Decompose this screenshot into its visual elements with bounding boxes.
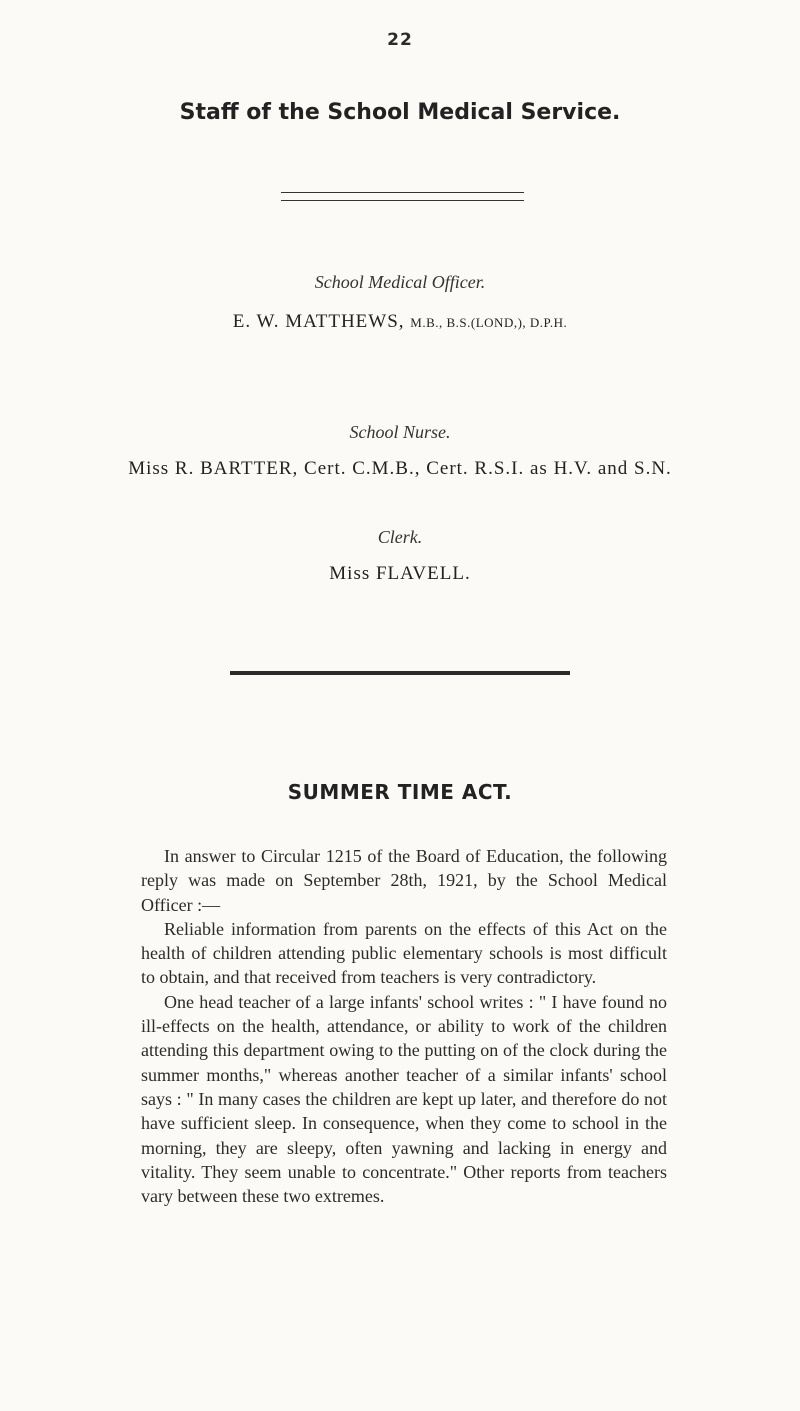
paragraph: Reliable information from parents on the effects of this Act on the health of children attending public elementary schools is most difficult to obtain, and that received from teachers is very contradictory. [141, 918, 667, 988]
summer-time-heading: SUMMER TIME ACT. [287, 780, 513, 804]
clerk-name: Miss FLAVELL. [329, 563, 471, 584]
nurse-title: School Nurse. [349, 422, 451, 442]
thick-divider [230, 671, 570, 675]
summer-time-body [141, 844, 667, 1208]
paragraph: One head teacher of a large infants' school writes : " I have found no ill-effects on the health, attendance, or ability to work of the children attending this department owing to the putting on of the clock during the summer months," whereas another teacher of a similar infants' school says : " In many cases the children are kept up later, and therefore do not have sufficient sleep. In consequence, when they come to school in the morning, they are sleepy, often yawning and lacking in energy and vitality. They seem unable to concentrate." Other reports from teachers vary between these two extremes. [141, 991, 667, 1207]
clerk-title: Clerk. [377, 527, 423, 547]
officer-line [0, 311, 800, 333]
page-number: 22 [387, 30, 413, 50]
paragraph: In answer to Circular 1215 of the Board of Education, the following reply was made on September 28th, 1921, by the School Medical Officer :— [141, 846, 667, 915]
officer-degrees: M.B., B.S.(LOND,), D.P.H. [410, 315, 568, 330]
staff-heading: Staff of the School Medical Service. [179, 100, 621, 125]
officer-title: School Medical Officer. [314, 272, 486, 292]
officer-name: E. W. MATTHEWS, [232, 311, 405, 332]
nurse-name: Miss R. BARTTER, [128, 458, 299, 479]
nurse-line [0, 458, 800, 480]
double-divider [281, 192, 524, 201]
nurse-qualifications: Cert. C.M.B., Cert. R.S.I. as H.V. and S.N. [304, 458, 672, 479]
